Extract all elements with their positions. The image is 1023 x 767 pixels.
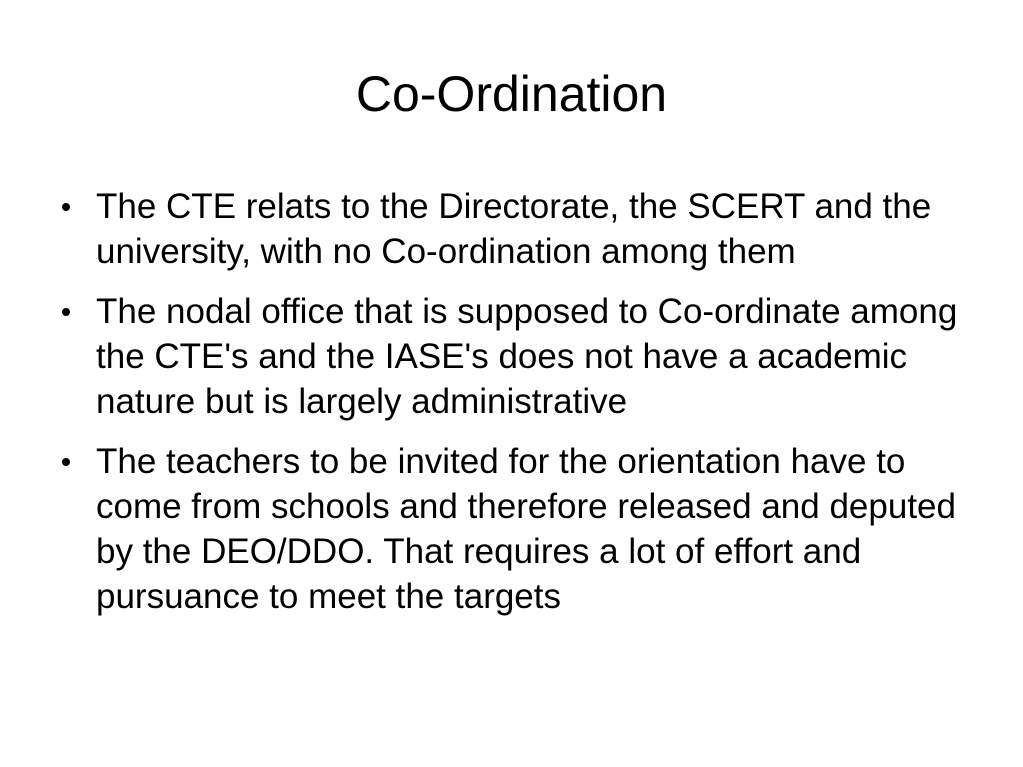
bullet-list — [60, 184, 990, 634]
bullet-text: The teachers to be invited for the orientation have to come from schools and therefore released and deputed by the DEO/DDO. That requires a lot of effort and pursuance to meet the targets — [96, 442, 956, 616]
bullet-item — [60, 289, 990, 424]
bullet-item — [60, 184, 990, 274]
bullet-dot-icon — [62, 458, 70, 466]
bullet-dot-icon — [62, 203, 70, 211]
bullet-text: The CTE relats to the Directorate, the SCERT and the university, with no Co-ordination among them — [96, 187, 932, 271]
bullet-item — [60, 439, 990, 619]
bullet-dot-icon — [62, 308, 70, 316]
slide-title: Co-Ordination — [355, 66, 668, 122]
bullet-text: The nodal office that is supposed to Co-ordinate among the CTE's and the IASE's does not have a academic nature but is largely administrative — [96, 292, 958, 421]
